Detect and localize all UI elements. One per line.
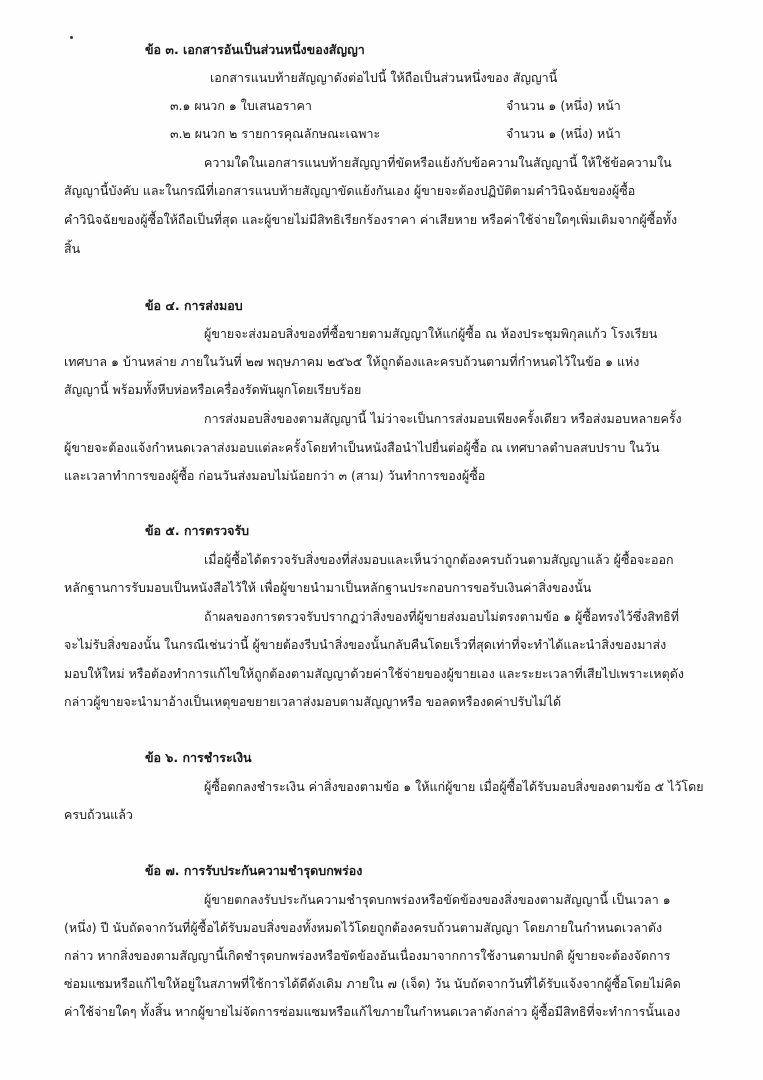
clause-3-item-2-label: ๓.๒ ผนวก ๒ รายการคุณลักษณะเฉพาะ [170,126,381,141]
clause-4-para1-line-1: ผู้ขายจะส่งมอบสิ่งของที่ซื้อขายตามสัญญาให้แก่ผู้ซื้อ ณ ห้องประชุมพิกุลแก้ว โรงเรียน [204,326,658,341]
clause-5-heading: ข้อ ๕. การตรวจรับ [145,523,250,538]
clause-4-para1-line-2: เทศบาล ๑ บ้านหล่าย ภายในวันที่ ๒๗ พฤษภาคม ๒๕๖๕ ให้ถูกต้องและครบถ้วนตามที่กำหนดไว้ในข้อ ๑ แห่ง [64,354,640,369]
clause-3-item-1-count: จำนวน ๑ (หนึ่ง) หน้า [506,98,621,113]
clause-3-item-2-count: จำนวน ๑ (หนึ่ง) หน้า [506,126,621,141]
clause-6-heading: ข้อ ๖. การชำระเงิน [145,750,252,765]
clause-5-para2-line-1: ถ้าผลของการตรวจรับปรากฏว่าสิ่งของที่ผู้ขายส่งมอบไม่ตรงตามข้อ ๑ ผู้ซื้อทรงไว้ซึ่งสิทธิที่ [204,609,680,624]
clause-7-heading: ข้อ ๗. การรับประกันความชำรุดบกพร่อง [145,863,363,878]
clause-3-intro: เอกสารแนบท้ายสัญญาดังต่อไปนี้ ให้ถือเป็นส่วนหนึ่งของ สัญญานี้ [210,70,558,85]
clause-5-para2-line-2: จะไม่รับสิ่งของนั้น ในกรณีเช่นว่านี้ ผู้ขายต้องรีบนำสิ่งของนั้นกลับคืนโดยเร็วที่สุดเท่าที่จะทำได้และนำสิ่งของมาส่ง [64,637,667,652]
clause-3-para-line-3: คำวินิจฉัยของผู้ซื้อให้ถือเป็นที่สุด และผู้ขายไม่มีสิทธิเรียกร้องราคา ค่าเสียหาย หรือค่าใช้จ่ายใดๆเพิ่มเติมจากผู้ซื้อทั้ง [64,212,678,227]
clause-5-para1-line-1: เมื่อผู้ซื้อได้ตรวจรับสิ่งของที่ส่งมอบและเห็นว่าถูกต้องครบถ้วนตามสัญญาแล้ว ผู้ซื้อจะออก [204,552,674,567]
clause-3-para-line-1: ความใดในเอกสารแนบท้ายสัญญาที่ขัดหรือแย้งกับข้อความในสัญญานี้ ให้ใช้ข้อความใน [204,155,672,170]
clause-6-para-line-1: ผู้ซื้อตกลงชำระเงิน ค่าสิ่งของตามข้อ ๑ ให้แก่ผู้ขาย เมื่อผู้ซื้อได้รับมอบสิ่งของตามข้อ ๕ ไว้โดย [204,779,704,794]
clause-4-heading: ข้อ ๔. การส่งมอบ [145,298,243,313]
clause-6-para-line-2: ครบถ้วนแล้ว [64,807,133,822]
clause-4-para2-line-3: และเวลาทำการของผู้ซื้อ ก่อนวันส่งมอบไม่น้อยกว่า ๓ (สาม) วันทำการของผู้ซื้อ [64,468,486,483]
clause-4-para1-line-3: สัญญานี้ พร้อมทั้งหีบห่อหรือเครื่องรัดพันผูกโดยเรียบร้อย [64,382,362,397]
clause-5-para1-line-2: หลักฐานการรับมอบเป็นหนังสือไว้ให้ เพื่อผู้ขายนำมาเป็นหลักฐานประกอบการขอรับเงินค่าสิ่งของนั้น [64,580,592,595]
clause-3-heading: ข้อ ๓. เอกสารอันเป็นส่วนหนึ่งของสัญญา [145,42,365,57]
clause-7-para-line-4: ซ่อมแซมหรือแก้ไขให้อยู่ในสภาพที่ใช้การได้ดีดังเดิม ภายใน ๗ (เจ็ด) วัน นับถัดจากวันที่ได้รับแจ้งจากผู้ซื้อโดยไม่คิด [64,976,681,991]
clause-5-para2-line-3: มอบให้ใหม่ หรือต้องทำการแก้ไขให้ถูกต้องตามสัญญาด้วยค่าใช้จ่ายของผู้ขายเอง และระยะเวลาที่เสียไปเพราะเหตุดัง [64,666,685,681]
clause-3-para-line-2: สัญญานี้บังคับ และในกรณีที่เอกสารแนบท้ายสัญญาขัดแย้งกันเอง ผู้ขายจะต้องปฏิบัติตามคำวินิจฉัยของผู้ซื้อ [64,183,636,198]
clause-7-para-line-2: (หนึ่ง) ปี นับถัดจากวันที่ผู้ซื้อได้รับมอบสิ่งของทั้งหมดไว้โดยถูกต้องครบถ้วนตามสัญญา โดยภายในกำหนดเวลาดัง [64,920,663,935]
clause-3-para-line-4: สิ้น [64,241,81,256]
clause-3-item-1-label: ๓.๑ ผนวก ๑ ใบเสนอราคา [170,98,312,113]
clause-7-para-line-3: กล่าว หากสิ่งของตามสัญญานี้เกิดชำรุดบกพร่องหรือขัดข้องอันเนื่องมาจากการใช้งานตามปกติ ผู้ขายจะต้องจัดการ [64,948,671,963]
clause-4-para2-line-1: การส่งมอบสิ่งของตามสัญญานี้ ไม่ว่าจะเป็นการส่งมอบเพียงครั้งเดียว หรือส่งมอบหลายครั้ง [204,411,682,426]
clause-5-para2-line-4: กล่าวผู้ขายจะนำมาอ้างเป็นเหตุขอขยายเวลาส่งมอบตามสัญญาหรือ ขอลดหรืองดค่าปรับไม่ได้ [64,694,562,709]
clause-7-para-line-1: ผู้ขายตกลงรับประกันความชำรุดบกพร่องหรือขัดข้องของสิ่งของตามสัญญานี้ เป็นเวลา ๑ [204,892,671,907]
clause-7-para-line-5: ค่าใช้จ่ายใดๆ ทั้งสิ้น หากผู้ขายไม่จัดการซ่อมแซมหรือแก้ไขภายในกำหนดเวลาดังกล่าว ผู้ซื้อมีสิทธิที่จะทำการนั้นเอง [64,1004,681,1019]
scan-speck [70,36,73,39]
clause-4-para2-line-2: ผู้ขายจะต้องแจ้งกำหนดเวลาส่งมอบแต่ละครั้งโดยทำเป็นหนังสือนำไปยื่นต่อผู้ซื้อ ณ เทศบาลตำบลสบปราบ ในวัน [64,440,660,455]
